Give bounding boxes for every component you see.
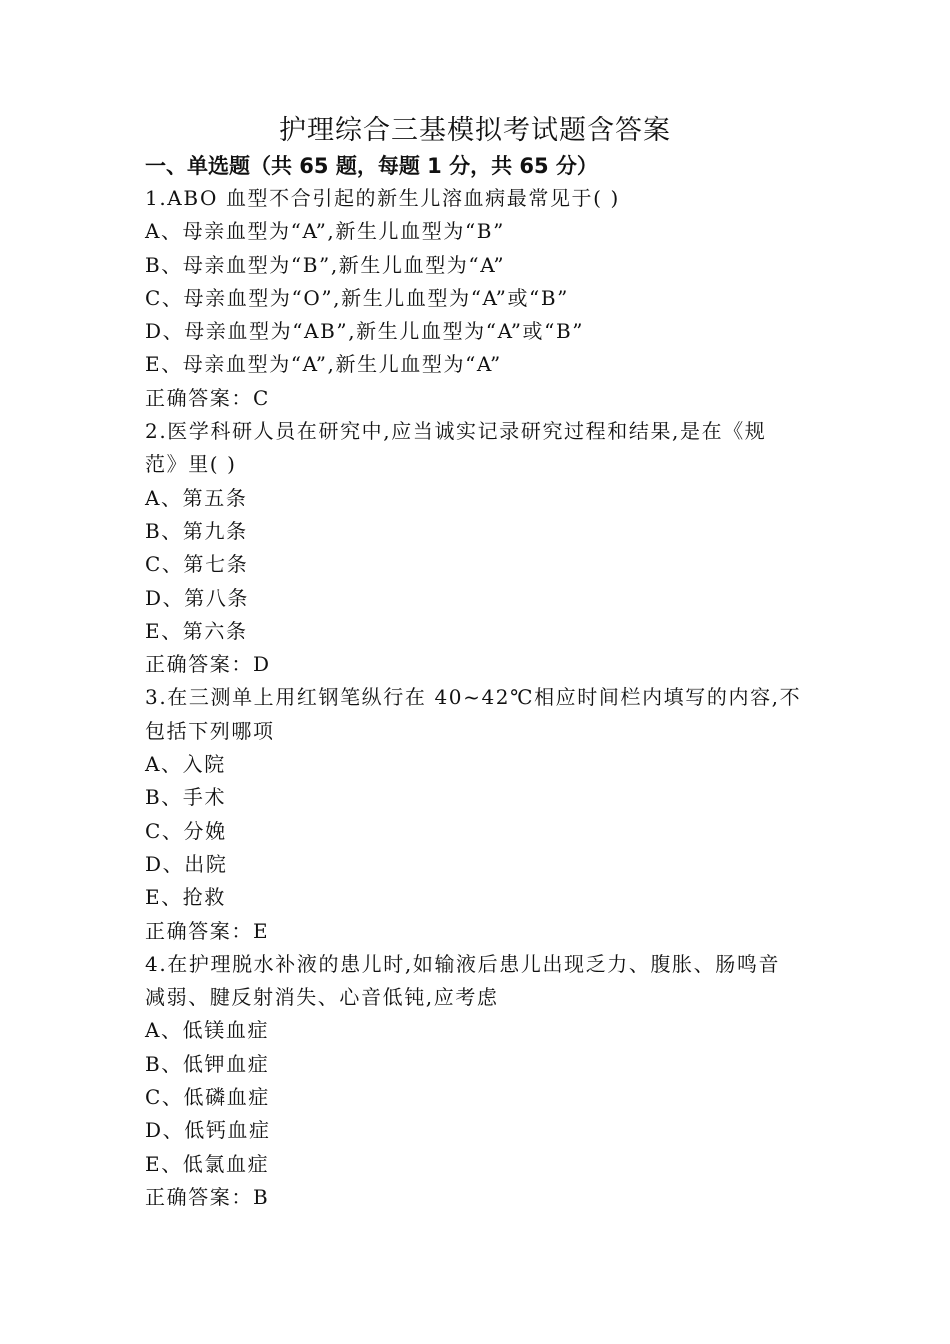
option-a: A、低镁血症 — [145, 1018, 270, 1043]
correct-answer: 正确答案：D — [145, 652, 271, 677]
option-a: A、第五条 — [145, 485, 248, 510]
question-stem-continued: 范》里( ) — [145, 452, 237, 477]
option-c: C、分娩 — [145, 818, 227, 843]
question-2 — [145, 415, 815, 681]
option-c: C、第七条 — [145, 552, 249, 577]
question-3 — [145, 681, 815, 947]
question-stem: 2.医学科研人员在研究中,应当诚实记录研究过程和结果,是在《规 — [145, 419, 767, 444]
question-stem-continued: 包括下列哪项 — [145, 718, 275, 743]
option-b: B、低钾血症 — [145, 1051, 270, 1076]
question-stem: 1.ABO 血型不合引起的新生儿溶血病最常见于( ) — [145, 186, 620, 210]
section-heading: 一、单选题（共 65 题，每题 1 分，共 65 分） — [145, 154, 598, 178]
option-c: C、母亲血型为“O”,新生儿血型为“A”或“B” — [145, 285, 570, 310]
option-d: D、母亲血型为“AB”,新生儿血型为“A”或“B” — [145, 319, 585, 344]
question-1 — [145, 182, 815, 415]
option-e: E、第六条 — [145, 618, 248, 643]
document-title: 护理综合三基模拟考试题含答案 — [279, 115, 671, 146]
question-4 — [145, 948, 815, 1214]
option-d: D、第八条 — [145, 585, 250, 610]
option-c: C、低磷血症 — [145, 1085, 270, 1110]
option-a: A、母亲血型为“A”,新生儿血型为“B” — [145, 219, 505, 244]
question-stem: 3.在三测单上用红钢笔纵行在 40~42℃相应时间栏内填写的内容,不 — [145, 685, 802, 710]
option-e: E、抢救 — [145, 885, 226, 910]
option-e: E、母亲血型为“A”,新生儿血型为“A” — [145, 352, 502, 377]
question-list — [145, 182, 815, 1214]
question-stem-continued: 减弱、腱反射消失、心音低钝,应考虑 — [145, 985, 499, 1010]
correct-answer: 正确答案：B — [145, 1184, 270, 1209]
question-stem: 4.在护理脱水补液的患儿时,如输液后患儿出现乏力、腹胀、肠鸣音 — [145, 951, 781, 976]
option-a: A、入院 — [145, 752, 226, 777]
correct-answer: 正确答案：C — [145, 385, 270, 410]
option-b: B、手术 — [145, 785, 227, 810]
option-b: B、第九条 — [145, 518, 248, 543]
option-d: D、低钙血症 — [145, 1118, 271, 1143]
option-e: E、低氯血症 — [145, 1151, 270, 1176]
correct-answer: 正确答案：E — [145, 918, 270, 943]
option-b: B、母亲血型为“B”,新生儿血型为“A” — [145, 252, 506, 277]
option-d: D、出院 — [145, 851, 228, 876]
